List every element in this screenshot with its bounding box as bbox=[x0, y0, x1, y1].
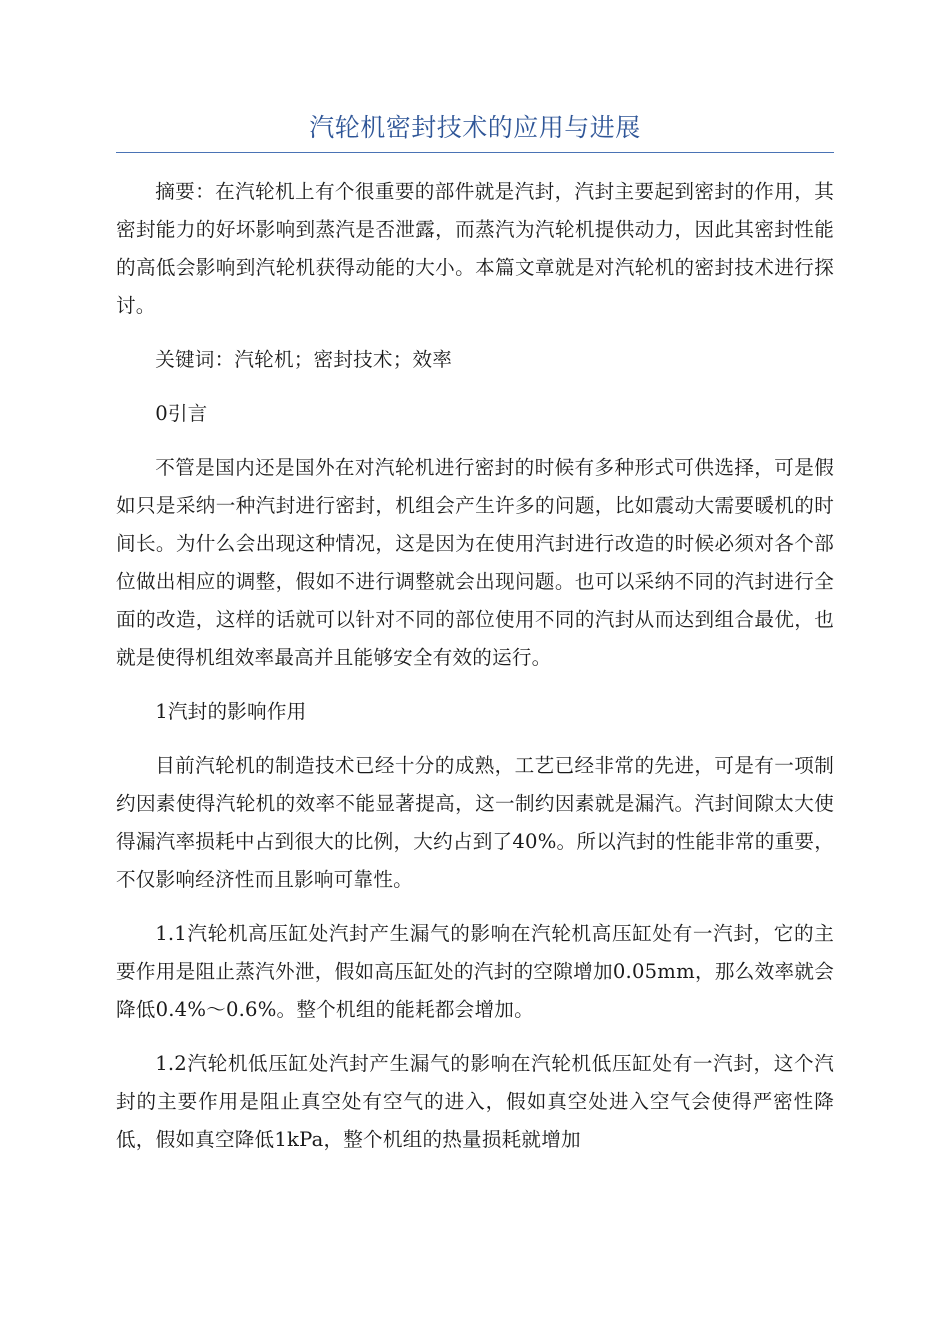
seal-effect-paragraph: 目前汽轮机的制造技术已经十分的成熟，工艺已经非常的先进，可是有一项制约因素使得汽轮机的效率不能显著提高，这一制约因素就是漏汽。汽封间隙太大使得漏汽率损耗中占到很大的比例，大约占到了40%。所以汽封的性能非常的重要，不仅影响经济性而且影响可靠性。 bbox=[116, 754, 834, 891]
keywords-paragraph: 关键词：汽轮机；密封技术；效率 bbox=[155, 348, 453, 371]
document-title: 汽轮机密封技术的应用与进展 bbox=[309, 113, 641, 142]
abstract-paragraph: 摘要：在汽轮机上有个很重要的部件就是汽封，汽封主要起到密封的作用，其密封能力的好坏影响到蒸汽是否泄露，而蒸汽为汽轮机提供动力，因此其密封性能的高低会影响到汽轮机获得动能的大小。本篇文章就是对汽轮机的密封技术进行探讨。 bbox=[116, 180, 834, 317]
title-underline bbox=[116, 152, 834, 153]
section-heading-introduction: 0引言 bbox=[155, 402, 208, 425]
section-heading-seal-effect: 1汽封的影响作用 bbox=[155, 700, 307, 723]
high-pressure-seal-paragraph: 1.1汽轮机高压缸处汽封产生漏气的影响在汽轮机高压缸处有一汽封，它的主要作用是阻止蒸汽外泄，假如高压缸处的汽封的空隙增加0.05mm，那么效率就会降低0.4%～0.6%。整个机组的能耗都会增加。 bbox=[116, 922, 834, 1021]
low-pressure-seal-paragraph: 1.2汽轮机低压缸处汽封产生漏气的影响在汽轮机低压缸处有一汽封，这个汽封的主要作用是阻止真空处有空气的进入，假如真空处进入空气会使得严密性降低，假如真空降低1kPa，整个机组的热量损耗就增加 bbox=[116, 1052, 834, 1151]
introduction-paragraph: 不管是国内还是国外在对汽轮机进行密封的时候有多种形式可供选择，可是假如只是采纳一种汽封进行密封，机组会产生许多的问题，比如震动大需要暖机的时间长。为什么会出现这种情况，这是因为在使用汽封进行改造的时候必须对各个部位做出相应的调整，假如不进行调整就会出现问题。也可以采纳不同的汽封进行全面的改造，这样的话就可以针对不同的部位使用不同的汽封从而达到组合最优，也就是使得机组效率最高并且能够安全有效的运行。 bbox=[116, 456, 834, 669]
document-page bbox=[116, 108, 834, 1159]
